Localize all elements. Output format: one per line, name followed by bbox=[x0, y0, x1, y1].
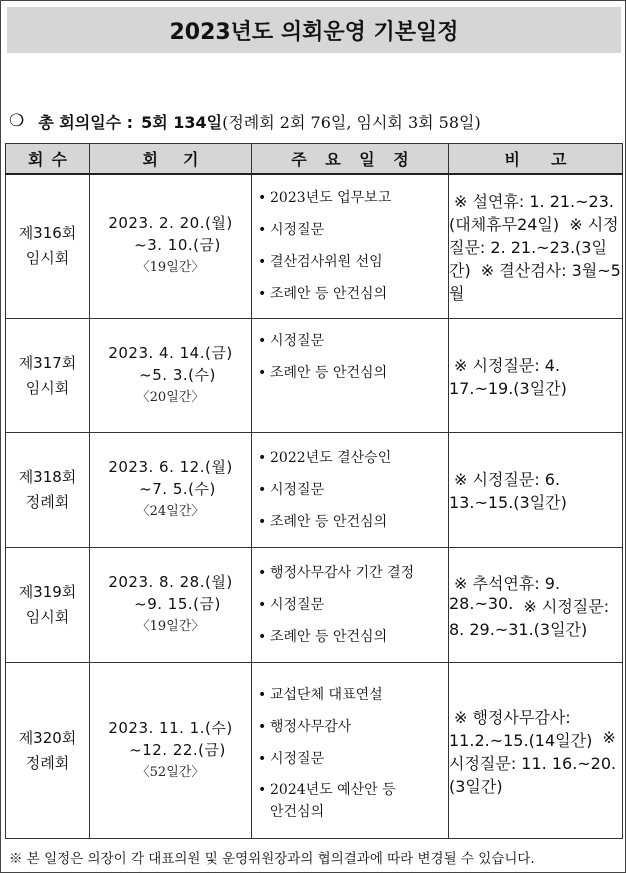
remarks-cell bbox=[449, 174, 623, 319]
session-type: 정례회 bbox=[25, 493, 70, 511]
period-days: 〈19일간〉 bbox=[136, 260, 205, 276]
period-end: ~3. 10.(금) bbox=[134, 236, 221, 255]
session-cell bbox=[6, 319, 90, 433]
schedule-items-cell bbox=[252, 663, 449, 839]
period-end: ~7. 5.(수) bbox=[139, 480, 216, 498]
period-days: 〈20일간〉 bbox=[136, 389, 205, 405]
period-days: 〈52일간〉 bbox=[136, 764, 205, 780]
table-row bbox=[6, 174, 623, 319]
session-cell bbox=[6, 433, 90, 548]
schedule-table bbox=[5, 143, 623, 839]
period-end: ~5. 3.(수) bbox=[139, 365, 216, 384]
remark-note: ※ 시정질문: 4. 17.~19.(3일간) bbox=[449, 355, 567, 398]
remarks-cell bbox=[449, 663, 623, 839]
remark-note: ※ 추석연휴: 9. 28.~30. bbox=[449, 573, 561, 613]
period-end: ~9. 15.(금) bbox=[134, 595, 221, 613]
schedule-items-cell bbox=[252, 548, 449, 663]
session-number: 제319회 bbox=[18, 583, 77, 601]
session-number: 제316회 bbox=[18, 224, 77, 243]
session-number: 제317회 bbox=[18, 353, 77, 372]
remark-note: ※ 행정사무감사: 11.2.~15.(14일간) bbox=[449, 707, 593, 750]
period-cell bbox=[90, 174, 252, 319]
session-cell bbox=[6, 663, 90, 839]
remark-note: ※ 시정질문: 11. 16.~20.(3일간) bbox=[449, 727, 617, 796]
period-days: 〈19일간〉 bbox=[136, 619, 205, 634]
summary-line bbox=[9, 107, 621, 135]
period-cell bbox=[90, 663, 252, 839]
session-type: 임시회 bbox=[25, 378, 70, 397]
period-cell bbox=[90, 319, 252, 433]
period-end: ~12. 22.(금) bbox=[129, 740, 226, 759]
list-item: • 조례안 등 안건심의 bbox=[258, 629, 388, 645]
period-start: 2023. 2. 20.(월) bbox=[108, 214, 233, 233]
list-item: • 2024년도 예산안 등 안건심의 bbox=[258, 781, 396, 820]
list-item: • 교섭단체 대표연설 bbox=[258, 686, 383, 703]
remarks-cell bbox=[449, 433, 623, 548]
table-row bbox=[6, 548, 623, 663]
session-cell bbox=[6, 548, 90, 663]
session-type: 정례회 bbox=[25, 753, 70, 772]
list-item: • 결산검사위원 선임 bbox=[258, 254, 383, 271]
list-item: • 행정사무감사 기간 결정 bbox=[258, 565, 415, 581]
summary-value: 5회 134일 bbox=[141, 112, 223, 132]
header-remarks: 비 고 bbox=[449, 144, 623, 174]
list-item: • 시정질문 bbox=[258, 597, 325, 613]
period-cell bbox=[90, 433, 252, 548]
remark-note: ※ 설연휴: 1. 21.~23.(대체휴무24일) bbox=[449, 191, 614, 234]
list-item: • 2023년도 업무보고 bbox=[258, 190, 392, 207]
circle-bullet-icon: ❍ bbox=[9, 111, 25, 131]
session-type: 임시회 bbox=[25, 249, 70, 268]
period-start: 2023. 8. 28.(월) bbox=[108, 573, 233, 591]
remarks-cell bbox=[449, 319, 623, 433]
remark-note: ※ 결산검사: 3월~5월 bbox=[449, 260, 621, 303]
list-item: • 조례안 등 안건심의 bbox=[258, 286, 388, 303]
period-cell bbox=[90, 548, 252, 663]
schedule-items-cell bbox=[252, 174, 449, 319]
session-cell bbox=[6, 174, 90, 319]
remark-note: ※ 시정질문: 8. 29.~31.(3일간) bbox=[449, 596, 610, 639]
title-banner bbox=[7, 7, 621, 53]
table-row bbox=[6, 433, 623, 548]
list-item: • 조례안 등 안건심의 bbox=[258, 514, 388, 530]
remarks-cell bbox=[449, 548, 623, 663]
period-start: 2023. 6. 12.(월) bbox=[108, 458, 233, 476]
list-item: • 시정질문 bbox=[258, 482, 325, 498]
table-header-row bbox=[6, 144, 623, 174]
period-start: 2023. 11. 1.(수) bbox=[108, 718, 233, 737]
remark-note: ※ 시정질문: 6. 13.~15.(3일간) bbox=[449, 470, 567, 512]
period-start: 2023. 4. 14.(금) bbox=[108, 343, 233, 362]
period-days: 〈24일간〉 bbox=[136, 504, 205, 519]
schedule-items-cell bbox=[252, 433, 449, 548]
schedule-items-cell bbox=[252, 319, 449, 433]
header-session: 회 수 bbox=[6, 144, 90, 174]
remark-note: ※ 시정질문: 2. 21.~23.(3일간) bbox=[449, 214, 619, 280]
list-item: • 시정질문 bbox=[258, 750, 325, 767]
list-item: • 시정질문 bbox=[258, 333, 325, 349]
list-item: • 2022년도 결산승인 bbox=[258, 450, 392, 466]
summary-label: 총 회의일수 : bbox=[38, 112, 134, 132]
footer-note: ※ 본 일정은 의장이 각 대표의원 및 운영위원장과의 협의결과에 따라 변경될 수 있습니다. bbox=[9, 851, 535, 867]
list-item: • 조례안 등 안건심의 bbox=[258, 365, 388, 381]
header-period: 회 기 bbox=[90, 144, 252, 174]
summary-detail: (정례회 2회 76일, 임시회 3회 58일) bbox=[222, 112, 481, 132]
page-title: 2023년도 의회운영 기본일정 bbox=[169, 19, 459, 45]
session-type: 임시회 bbox=[25, 608, 70, 626]
session-number: 제318회 bbox=[18, 468, 77, 486]
table-row bbox=[6, 663, 623, 839]
header-schedule: 주 요 일 정 bbox=[252, 144, 449, 174]
session-number: 제320회 bbox=[18, 728, 77, 747]
table-row bbox=[6, 319, 623, 433]
list-item: • 시정질문 bbox=[258, 222, 325, 239]
list-item: • 행정사무감사 bbox=[258, 718, 352, 735]
